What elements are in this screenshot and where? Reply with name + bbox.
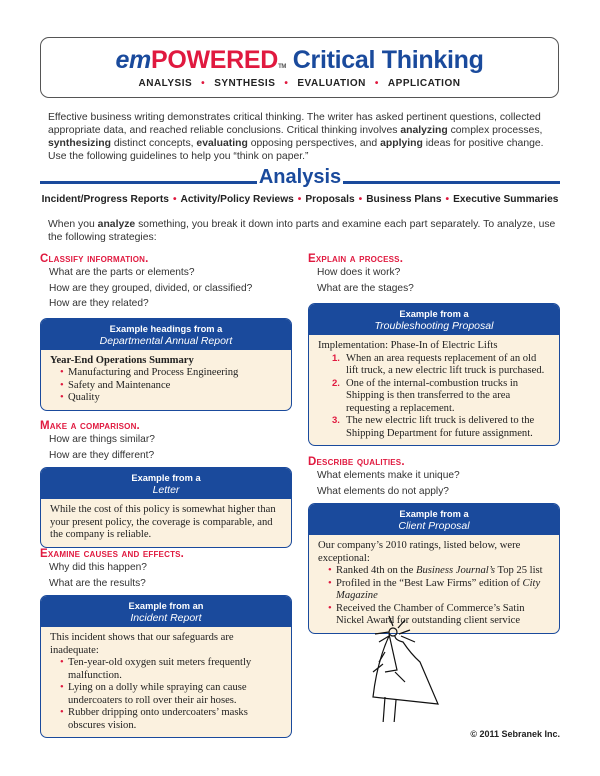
strategy-heading: Make a comparison. bbox=[40, 420, 140, 432]
question: How are they grouped, divided, or classified? bbox=[49, 282, 253, 294]
copyright: © 2011 Sebranek Inc. bbox=[470, 729, 560, 739]
subtitle-item: ANALYSIS bbox=[138, 78, 193, 89]
question: How are they related? bbox=[49, 298, 149, 309]
title-critical-thinking: Critical Thinking bbox=[292, 46, 484, 74]
example-box: Example from a Client Proposal Our company’s 2010 ratings, listed below, were exceptional: • Ranked 4th on the Business Journal’s Top 25 list • Profiled in the “Best Law Firms” edition of City Magazine • Received the Chamber of Commerce’s Satin Nickel Award for outstanding client service bbox=[308, 503, 560, 634]
thinker-illustration-icon bbox=[365, 612, 445, 722]
example-box: Example headings from a Departmental Annual Report Year-End Operations Summary • Manufacturing and Process Engineering • Safety and Maintenance • Quality bbox=[40, 318, 292, 411]
subtitle-item: EVALUATION bbox=[297, 78, 366, 89]
subtitle: ANALYSIS • SYNTHESIS • EVALUATION • APPLICATION bbox=[138, 78, 461, 89]
example-box: Example from a Troubleshooting Proposal Implementation: Phase-In of Electric Lifts 1. When an area requests replacement of an old lift truck, a new electric lift truck is purchased. 2. One of the internal-combustion trucks in Shipping is then transferred to the area requesting a replacement. 3. The new electric lift truck is delivered to the Shipping Department for future assignment. bbox=[308, 303, 560, 446]
question: What are the parts or elements? bbox=[49, 267, 195, 278]
subtitle-item: SYNTHESIS bbox=[214, 78, 276, 89]
question: What elements do not apply? bbox=[317, 485, 449, 497]
subtitle-item: APPLICATION bbox=[387, 78, 461, 89]
title-powered: POWERED bbox=[150, 46, 279, 74]
classify-section bbox=[40, 253, 292, 411]
process-section bbox=[308, 253, 560, 446]
page-title bbox=[41, 46, 558, 75]
compare-section bbox=[40, 420, 292, 548]
question: How does it work? bbox=[317, 267, 401, 278]
trademark: TM bbox=[278, 64, 287, 70]
question: How are things similar? bbox=[49, 434, 155, 445]
question: What are the stages? bbox=[317, 282, 414, 294]
question: Why did this happen? bbox=[49, 562, 147, 573]
title-banner bbox=[40, 37, 559, 98]
lead-paragraph: When you analyze something, you break it down into parts and examine each part separately. To analyze, use the following strategies: bbox=[48, 219, 556, 243]
question: What elements make it unique? bbox=[317, 470, 460, 481]
intro-paragraph: Effective business writing demonstrates critical thinking. The writer has asked pertinent questions, collected appropriate data, and reached reliable conclusions. Critical thinking involves analyzing complex processes, synthesizing distinct concepts, evaluating opposing perspectives, and applying ideas for positive change. Use the following guidelines to help you “think on paper.” bbox=[48, 112, 544, 162]
section-title: Analysis bbox=[258, 166, 342, 188]
strategy-heading: Classify information. bbox=[40, 253, 149, 265]
example-box: Example from a Letter While the cost of this policy is somewhat higher than your present policy, the coverage is comparable, and the company is reliable. bbox=[40, 467, 292, 548]
causes-section bbox=[40, 548, 292, 738]
example-box: Example from an Incident Report This incident shows that our safeguards are inadequate: • Ten-year-old oxygen suit meters frequently malfunction. • Lying on a dolly while spraying can cause undercoaters to roll over their air hoses. • Rubber dripping onto undercoaters’ masks obscures vision. bbox=[40, 595, 292, 738]
strategy-heading: Describe qualities. bbox=[308, 456, 405, 468]
question: What are the results? bbox=[49, 577, 146, 589]
question: How are they different? bbox=[49, 449, 155, 461]
strategy-heading: Examine causes and effects. bbox=[40, 548, 185, 560]
qualities-section bbox=[308, 456, 560, 634]
document-types: Incident/Progress Reports • Activity/Policy Reviews • Proposals • Business Plans • Executive Summaries bbox=[41, 194, 559, 205]
title-em: em bbox=[115, 46, 151, 74]
strategy-heading: Explain a process. bbox=[308, 253, 404, 265]
